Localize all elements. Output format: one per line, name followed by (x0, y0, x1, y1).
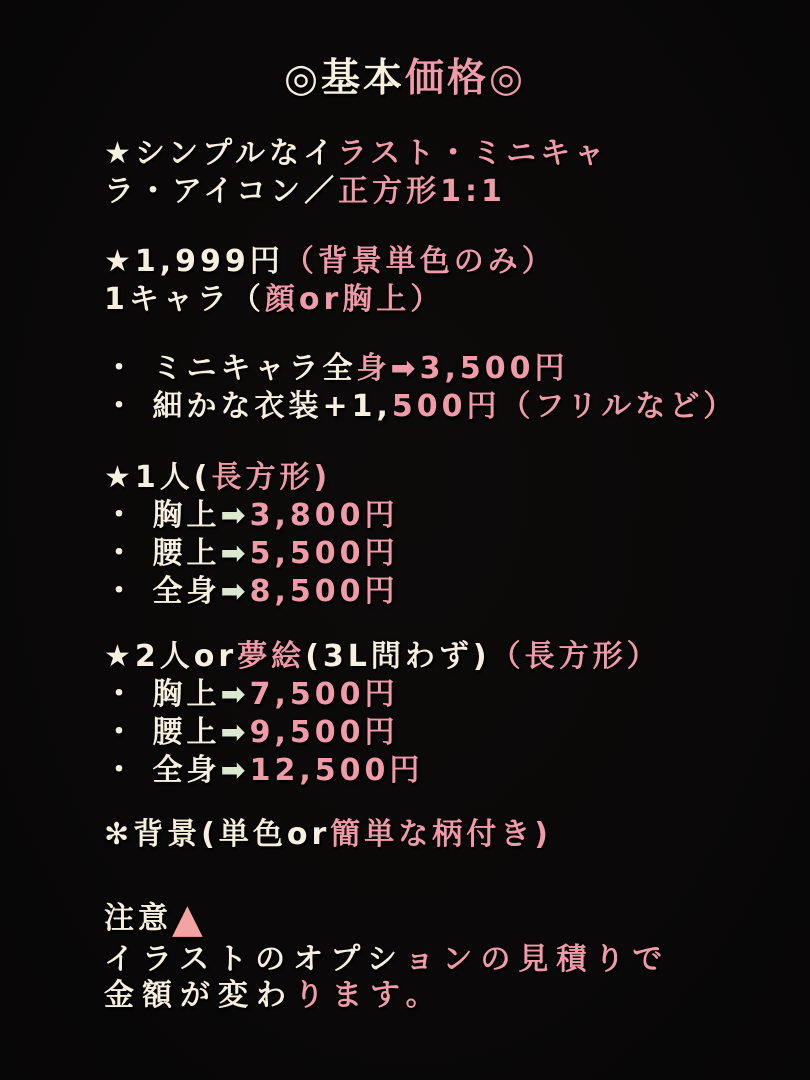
two-person-section (0, 638, 810, 790)
caution-header-line (0, 896, 810, 942)
text-segment: 7,500円 (249, 677, 399, 712)
text-segment: ラ・アイコン／ (104, 174, 339, 209)
text-segment: 3,800円 (249, 498, 399, 533)
arrow-icon: ➡ (220, 536, 250, 571)
intro-line-2 (0, 173, 810, 211)
text-segment: （背景単色のみ） (283, 244, 556, 279)
text-segment: ・ ミニキャラ全 (104, 351, 357, 386)
text-segment: ・ 腰上 (104, 715, 221, 750)
text-segment: ・ 胸上 (104, 498, 221, 533)
text-segment: 2人or (134, 639, 238, 674)
text-segment: 正方形1:1 (338, 174, 506, 209)
arrow-icon: ➡ (220, 498, 250, 533)
arrow-icon: ➡ (220, 753, 250, 788)
text-segment: ・ 全身 (104, 753, 221, 788)
intro-section (0, 135, 810, 211)
two-person-waist-line (0, 714, 810, 752)
text-segment: 1人( (134, 460, 212, 495)
caution-text-line-1 (0, 942, 810, 978)
text-segment: ります。 (294, 978, 444, 1013)
one-person-waist-line (0, 535, 810, 573)
text-segment: 金額が変わ (104, 978, 294, 1013)
background-option-line (0, 816, 810, 854)
text-segment: ラスト・ミニキャ (336, 136, 609, 171)
text-segment: 9,500円 (249, 715, 399, 750)
text-segment: シンプルなイ (134, 136, 337, 171)
arrow-icon: ➡ (220, 715, 250, 750)
chibi-fullbody-line (0, 350, 810, 388)
warning-triangle-icon: ▲ (172, 896, 203, 942)
text-segment: 500円（フリルなど） (391, 389, 738, 424)
two-person-header-line (0, 638, 810, 676)
one-person-bust-line (0, 497, 810, 535)
arrow-icon: ➡ (220, 574, 250, 609)
text-segment: 長方形) (211, 460, 332, 495)
page-title (0, 56, 810, 102)
text-segment: 3,500円 (419, 351, 569, 386)
text-segment: 5,500円 (249, 536, 399, 571)
star-icon: ★ (104, 460, 135, 495)
caution-text-line-2 (0, 978, 810, 1014)
title-text: ◎基本 (283, 56, 405, 101)
text-segment: 背景(単色or (133, 817, 331, 852)
text-segment: (3L問わず) (305, 639, 491, 674)
one-person-fullbody-line (0, 573, 810, 611)
base-price-section (0, 243, 810, 319)
text-segment: 身 (356, 351, 391, 386)
flower-icon: ✻ (104, 817, 134, 852)
text-segment: 顔or胸上） (264, 282, 445, 317)
text-segment: （長方形） (490, 639, 661, 674)
star-icon: ★ (104, 244, 135, 279)
star-icon: ★ (104, 136, 135, 171)
title-text: 価格◎ (405, 56, 527, 101)
background-option-section (0, 816, 810, 854)
base-price-line (0, 243, 810, 281)
text-segment: 簡単な柄付き) (330, 817, 552, 852)
text-segment: ・ 腰上 (104, 536, 221, 571)
two-person-fullbody-line (0, 752, 810, 790)
one-person-header-line (0, 459, 810, 497)
text-segment: 8,500円 (249, 574, 399, 609)
caution-section (0, 896, 810, 1014)
star-icon: ★ (104, 639, 135, 674)
text-segment: 12,500円 (249, 753, 424, 788)
text-segment: ・ 胸上 (104, 677, 221, 712)
text-segment: イラストのオプシ (104, 942, 405, 977)
chibi-options-section (0, 350, 810, 426)
text-segment: 注意 (104, 901, 172, 936)
arrow-icon: ➡ (390, 351, 420, 386)
arrow-icon: ➡ (220, 677, 250, 712)
text-segment: 1キャラ（ (104, 282, 265, 317)
text-segment: 夢絵 (237, 639, 306, 674)
text-segment: ・ 全身 (104, 574, 221, 609)
base-price-detail-line (0, 281, 810, 319)
text-segment: ・ 細かな衣装+1, (104, 389, 392, 424)
text-segment: ョンの見積りで (404, 942, 671, 977)
two-person-bust-line (0, 676, 810, 714)
one-person-section (0, 459, 810, 611)
detailed-costume-line (0, 388, 810, 426)
text-segment: 1,999円 (134, 244, 284, 279)
intro-line-1 (0, 135, 810, 173)
